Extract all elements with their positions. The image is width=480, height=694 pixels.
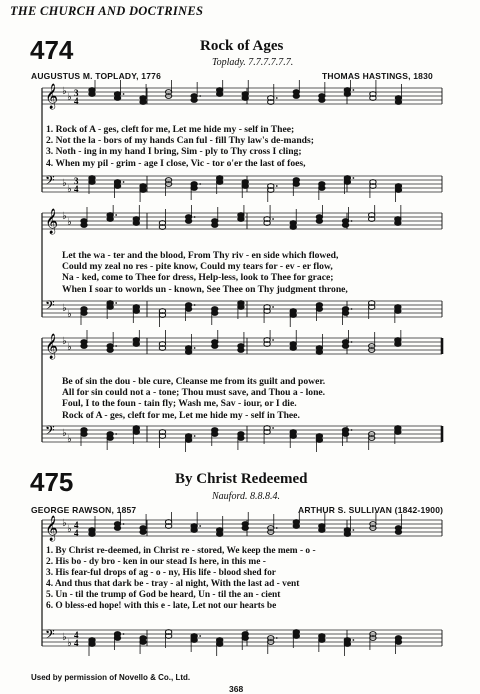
treble-clef-icon: 𝄞 [45, 84, 59, 109]
words-credit: AUGUSTUS M. TOPLADY, 1776 [31, 71, 162, 81]
note-head [238, 432, 244, 450]
note-head [216, 176, 222, 194]
flat-icon: ♭ [67, 342, 72, 353]
time-signature: 4 [74, 630, 79, 640]
note-head [159, 209, 165, 229]
flat-icon: ♭ [62, 518, 67, 529]
note-head [293, 512, 299, 528]
flat-icon: ♭ [67, 92, 72, 103]
note-head [316, 303, 322, 321]
note-head [293, 178, 299, 196]
bass-clef-icon: 𝄢 [45, 298, 55, 316]
time-signature: 3 [74, 88, 79, 98]
note-head [316, 434, 322, 452]
flat-icon: ♭ [67, 309, 72, 320]
tune-name: Nauford. 8.8.8.4. [212, 491, 280, 502]
lyric-line: 1. Rock of A - ges, cleft for me, Let me hide my - self in Thee; [46, 124, 295, 135]
note-head [133, 305, 139, 323]
note-head [165, 178, 171, 196]
lyric-line: Be of sin the dou - ble cure, Cleanse me from its guilt and power. [62, 376, 326, 387]
lyrics-block [46, 546, 316, 611]
flat-icon: ♭ [62, 178, 67, 189]
lyric-line: 3. His fear-ful drops of ag - o - ny, His life - blood shed for [46, 567, 276, 578]
note-head [140, 84, 146, 104]
lyrics-block [62, 250, 348, 295]
note-head [140, 184, 146, 202]
treble-clef-icon: 𝄞 [45, 334, 59, 359]
note-head [242, 632, 248, 650]
note-head [114, 80, 124, 100]
lyric-line: Let the wa - ter and the blood, From Thy riv - en side which flowed, [62, 250, 339, 261]
section-header: THE CHURCH AND DOCTRINES [10, 4, 204, 18]
note-head [316, 205, 322, 223]
note-head [242, 180, 248, 198]
note-head [370, 180, 376, 198]
note-head [107, 301, 117, 319]
lyric-line: Foul, I to the foun - tain fly; Wash me, Sav - iour, or I die. [62, 398, 297, 410]
note-head [238, 301, 244, 319]
note-head [290, 309, 296, 327]
lyrics-block [46, 124, 314, 169]
note-head [165, 80, 171, 98]
lyric-line: When I soar to worlds un - known, See Thee on Thy judgment throne, [62, 283, 348, 295]
note-head [81, 428, 87, 446]
note-head [216, 638, 222, 656]
note-head [216, 80, 222, 96]
note-head [319, 634, 325, 652]
note-head [242, 512, 248, 530]
permission-footnote: Used by permission of Novello & Co., Ltd. [31, 673, 191, 682]
flat-icon: ♭ [62, 632, 67, 643]
note-head [216, 516, 222, 536]
note-head [395, 330, 401, 346]
note-head [185, 334, 195, 354]
note-head [191, 182, 201, 200]
flat-icon: ♭ [62, 428, 67, 439]
note-head [133, 426, 139, 444]
lyric-line: 4. And thus that dark be - tray - al night, With the last ad - vent [46, 578, 300, 589]
note-head [368, 432, 374, 450]
note-head [242, 80, 248, 100]
lyric-line: 4. When my pil - grim - age I close, Vic - tor o'er the last of foes, [46, 157, 306, 169]
flat-icon: ♭ [62, 303, 67, 314]
lyric-line: 2. Not the la - bors of my hands Can ful - fill Thy law's de-mands; [46, 135, 314, 147]
time-signature: 4 [74, 520, 79, 530]
bass-clef-icon: 𝄢 [45, 423, 55, 441]
lyric-line: All for sin could not a - tone; Thou must save, and Thou a - lone. [62, 387, 326, 399]
note-head [212, 330, 218, 348]
note-head [264, 426, 274, 444]
note-head [344, 176, 354, 194]
words-credit: GEORGE RAWSON, 1857 [31, 505, 137, 515]
time-signature: 4 [74, 638, 79, 648]
note-head [395, 636, 401, 654]
flat-icon: ♭ [67, 184, 72, 195]
note-head [185, 205, 195, 223]
bass-clef-icon: 𝄢 [45, 627, 55, 645]
lyric-line: 2. His bo - dy bro - ken in our stead Is here, in this me - [46, 556, 266, 567]
note-head [368, 301, 374, 319]
note-head [107, 432, 117, 450]
time-signature: 4 [74, 528, 79, 538]
note-head [89, 176, 95, 194]
hymn-number: 475 [30, 467, 74, 497]
bass-clef-icon: 𝄢 [45, 173, 55, 191]
flat-icon: ♭ [67, 524, 72, 535]
note-head [89, 638, 95, 656]
treble-clef-icon: 𝄞 [45, 516, 59, 541]
note-head [344, 516, 354, 536]
note-head [395, 426, 401, 444]
note-head [268, 184, 278, 202]
treble-clef-icon: 𝄞 [45, 209, 59, 234]
note-head [238, 205, 244, 221]
note-head [264, 305, 274, 323]
note-head [81, 330, 87, 348]
note-head [395, 84, 401, 104]
lyric-line: 5. Un - til the trump of God be heard, Un - til the an - cient [46, 589, 281, 600]
note-head [185, 434, 195, 452]
music-credit: THOMAS HASTINGS, 1830 [322, 71, 433, 81]
note-head [370, 80, 376, 100]
flat-icon: ♭ [67, 638, 72, 649]
note-head [191, 512, 201, 532]
note-head [344, 638, 354, 656]
lyrics-block [62, 376, 325, 421]
note-head [293, 80, 299, 98]
note-head [133, 330, 139, 346]
lyric-line: 3. Noth - ing in my hand I bring, Sim - ply to Thy cross I cling; [46, 146, 302, 158]
lyric-line: 6. O bless-ed hope! with this e - late, Let not our hearts be [46, 600, 277, 611]
note-head [395, 305, 401, 323]
note-head [264, 205, 274, 225]
flat-icon: ♭ [62, 211, 67, 222]
note-head [81, 307, 87, 325]
note-head [319, 182, 325, 200]
note-head [114, 180, 124, 198]
time-signature: 3 [74, 176, 79, 186]
page-number: 368 [229, 684, 244, 694]
hymn-number: 474 [30, 35, 74, 65]
flat-icon: ♭ [67, 217, 72, 228]
note-head [212, 428, 218, 446]
time-signature: 4 [74, 184, 79, 194]
flat-icon: ♭ [62, 336, 67, 347]
note-head [114, 512, 124, 530]
hymn-title: Rock of Ages [200, 38, 284, 54]
note-head [133, 205, 139, 225]
note-head [293, 630, 299, 648]
note-head [185, 303, 195, 321]
note-head [290, 430, 296, 448]
lyric-line: Na - ked, come to Thee for dress, Help-less, look to Thee for grace; [62, 272, 334, 284]
note-head [268, 636, 278, 654]
note-head [89, 80, 95, 96]
note-head [395, 205, 401, 225]
note-head [165, 630, 171, 648]
time-signature: 4 [74, 96, 79, 106]
note-head [290, 330, 296, 350]
note-head [319, 512, 325, 532]
note-head [191, 634, 201, 652]
tune-name: Toplady. 7.7.7.7.7.7. [212, 57, 294, 68]
hymn-title: By Christ Redeemed [175, 471, 308, 487]
lyric-line: Rock of A - ges, cleft for me, Let me hide my - self in Thee. [62, 409, 300, 421]
note-head [316, 334, 322, 354]
note-head [140, 636, 146, 654]
note-head [159, 309, 165, 327]
flat-icon: ♭ [62, 86, 67, 97]
note-head [89, 516, 95, 536]
note-head [370, 512, 376, 530]
note-head [268, 84, 278, 104]
lyric-line: 1. By Christ re-deemed, in Christ re - stored, We keep the mem - o - [46, 546, 316, 556]
note-head [212, 307, 218, 325]
note-head [395, 184, 401, 202]
note-head [290, 209, 296, 229]
music-credit: ARTHUR S. SULLIVAN (1842-1900) [298, 505, 444, 515]
note-head [159, 430, 165, 448]
note-head [370, 632, 376, 650]
note-head [114, 632, 124, 650]
lyric-line: Could my zeal no res - pite know, Could my tears for - ev - er flow, [62, 261, 333, 273]
flat-icon: ♭ [67, 434, 72, 445]
note-head [159, 330, 165, 350]
